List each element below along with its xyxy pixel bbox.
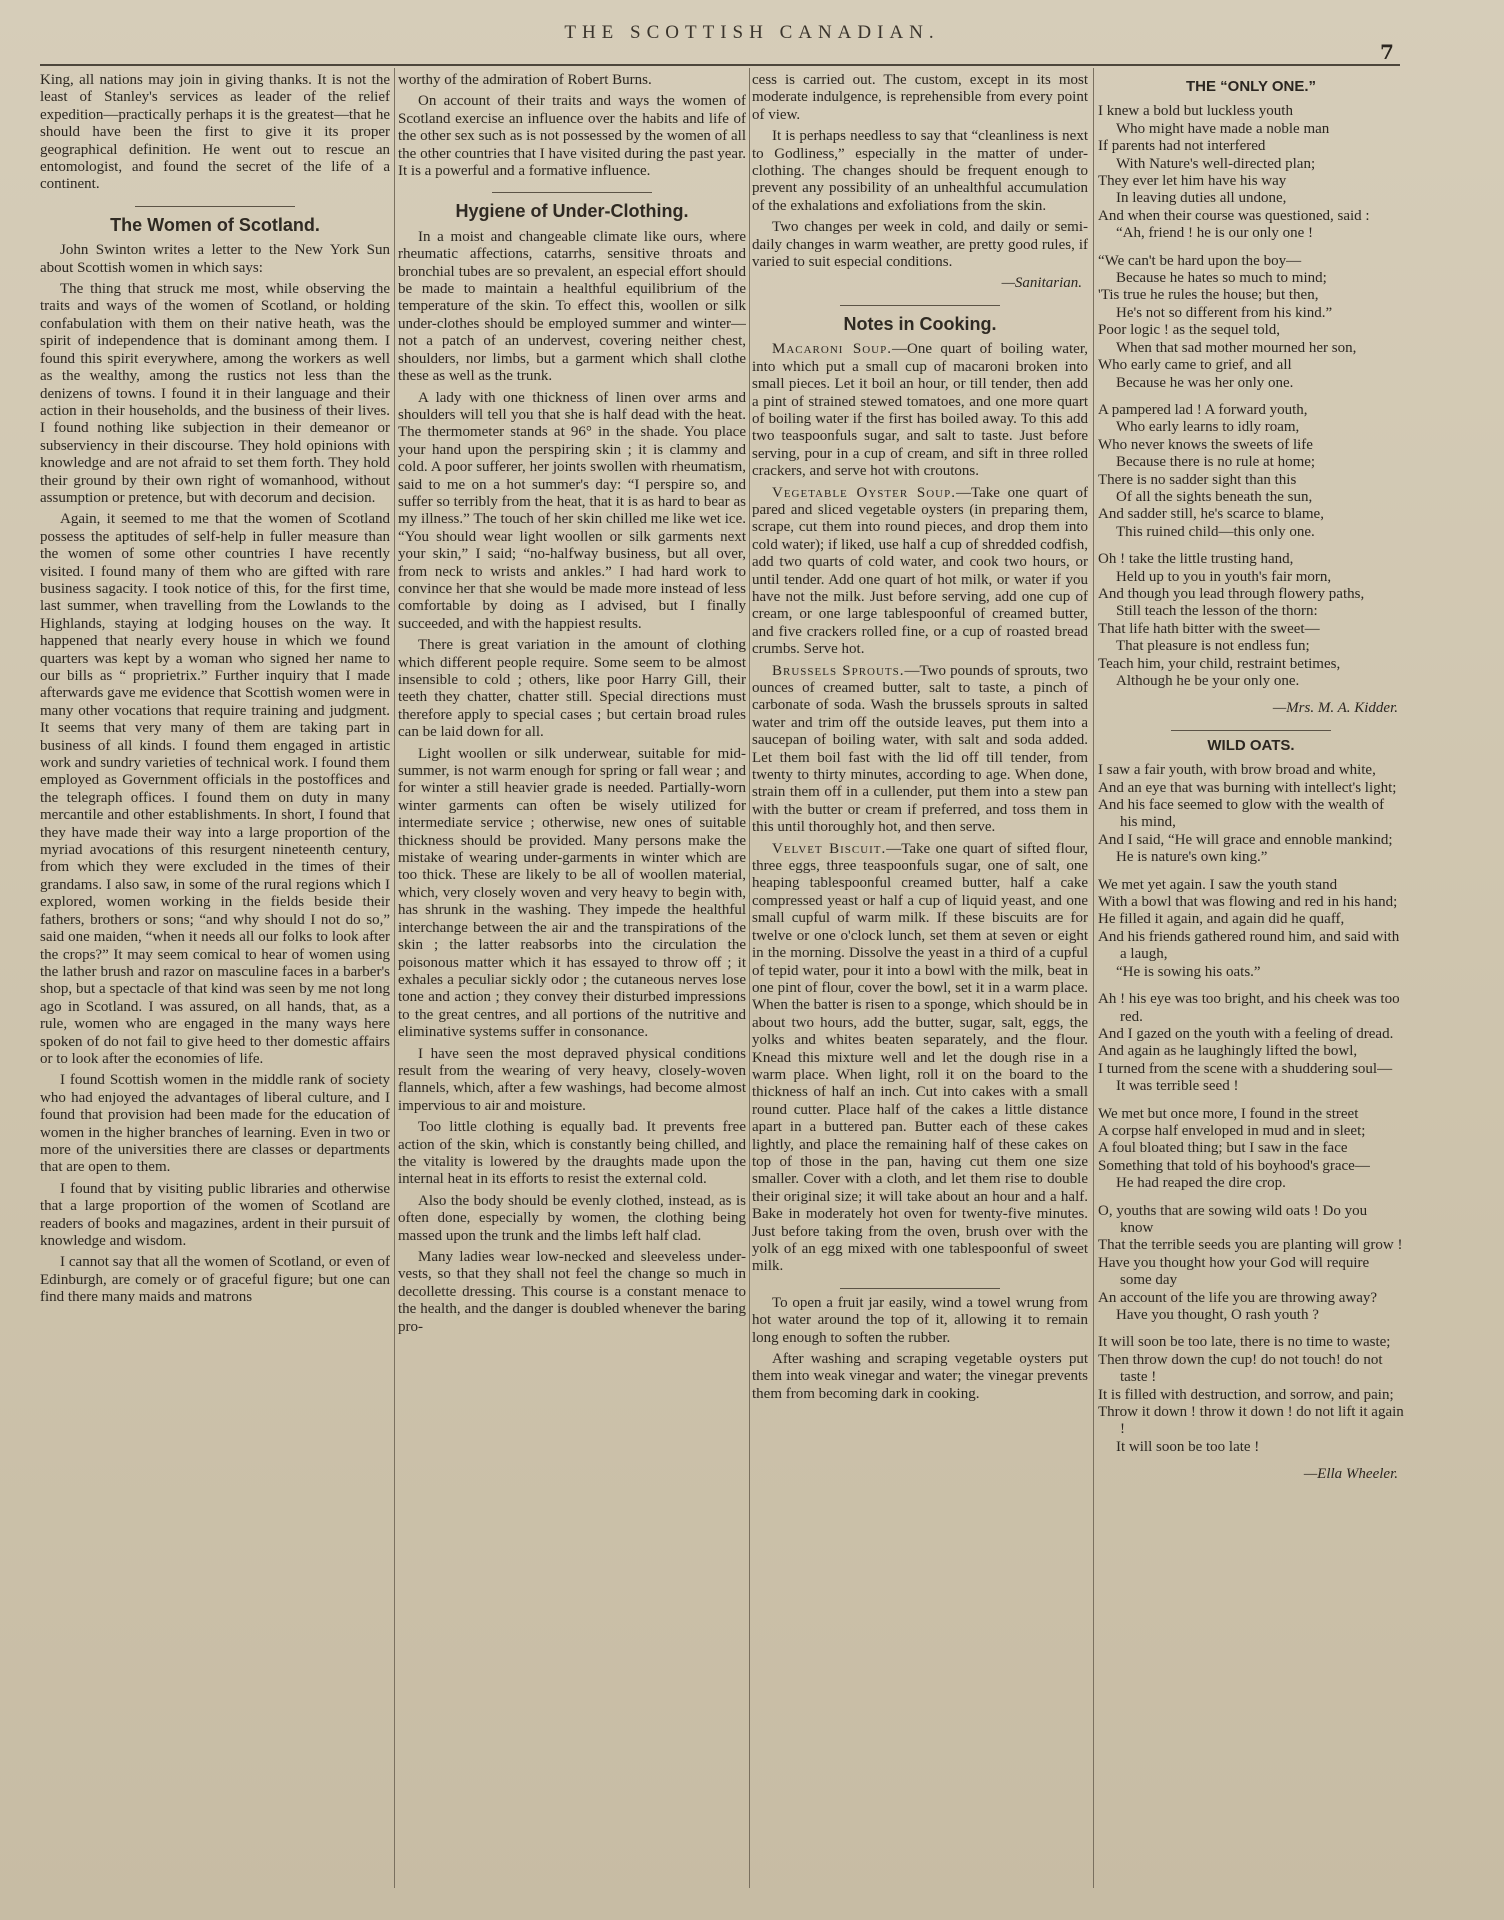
article-continuation: worthy of the admiration of Robert Burns. — [398, 72, 652, 88]
recipe-text: —Two pounds of sprouts, two ounces of creamed butter, salt to taste, a pinch of carbonate of soda. Wash the brussels sprouts in salted water and trim off the outside leaves, put them into a saucepan of boiling water, with salt and soda added. Let them boil fast with the lid off till tender, from twenty to thirty minutes, according to age. When done, strain them off in a cullender, put them into a stew pan with the butter or cream if preferred, and toss them in this until thoroughly hot, and then serve. — [752, 662, 1088, 836]
recipe-title: Velvet Biscuit. — [772, 840, 887, 857]
poem-line: We met yet again. I saw the youth stand — [1098, 876, 1338, 893]
poem-line: O, youths that are sowing wild oats ! Do you know — [1098, 1202, 1368, 1236]
poem-line: With a bowl that was flowing and red in his hand; — [1098, 894, 1398, 911]
article-paragraph: In a moist and changeable climate like ours, where rheumatic affections, catarrhs, sensitive throats and bronchial tubes are so prevalent, an especial effort should be made to maintain a healthful equilibrium of the temperature of the skin. To effect this, woollen or silk under-clothes should be employed summer and winter—not a patch of an undervest, covering neither chest, shoulders, nor limbs, but a garment which shall clothe these as well as the trunk. — [398, 228, 746, 385]
article-paragraph: There is great variation in the amount of clothing which different people require. Some seem to be almost insensible to cold ; others, like poor Harry Gill, their teeth they chatter, chatter still. Special directions must therefore apply to special cases ; but certain broad rules can be laid down for all. — [398, 637, 746, 741]
poem-line: And I said, “He will grace and ennoble mankind; — [1098, 831, 1393, 848]
recipe — [752, 841, 1088, 1276]
recipe-text: —Take one quart of pared and sliced vegetable oysters (in preparing them, scrape, cut them into round pieces, and drop them into cold water); if liked, use half a cup of shredded codfish, add two quarts of cold water, and cook two hours, or until tender. Add one quart of hot milk, or water if you have not the milk. Just before serving, add one cup of cream, or one large tablespoonful of creamed butter, and five crackers rolled fine, or a cup of roasted bread crumbs. Serve hot. — [752, 484, 1088, 658]
poem-line: I knew a bold but luckless youth — [1098, 103, 1293, 120]
poem-line: A pampered lad ! A forward youth, — [1098, 401, 1308, 418]
poem-line: He is nature's own king.” — [1116, 849, 1268, 866]
poem-stanza — [1098, 877, 1404, 981]
poem-line: Who might have made a noble man — [1116, 120, 1330, 137]
poem-stanza — [1098, 402, 1404, 541]
poem-line: Something that told of his boyhood's grace— — [1098, 1157, 1370, 1174]
poem-line: That life hath bitter with the sweet— — [1098, 620, 1320, 637]
article-paragraph: It is perhaps needless to say that “cleanliness is next to Godliness,” especially in the matter of under-clothing. The changes should be frequent enough to prevent any possibility of an unhealthful accumulation of the exhalations and exfoliations from the skin. — [752, 128, 1088, 214]
article-heading-women-of-scotland: The Women of Scotland. — [110, 214, 320, 235]
poem-line: When that sad mother mourned her son, — [1116, 339, 1357, 356]
poem-line: He filled it again, and again did he quaff, — [1098, 911, 1345, 928]
recipe — [752, 485, 1088, 659]
poem-line: Still teach the lesson of the thorn: — [1116, 603, 1318, 620]
poem-stanza — [1098, 1203, 1404, 1325]
poem-line: Throw it down ! throw it down ! do not lift it again ! — [1098, 1404, 1404, 1438]
poem-line: And I gazed on the youth with a feeling of dread. — [1098, 1025, 1394, 1042]
poem-line: Then throw down the cup! do not touch! do not taste ! — [1098, 1351, 1383, 1386]
article-paragraph: Also the body should be evenly clothed, instead, as is often done, especially by women, the clothing being massed upon the trunk and the limbs left half clad. — [398, 1192, 746, 1244]
section-rule — [840, 305, 1000, 306]
section-rule — [1171, 730, 1331, 731]
poem-line: And his face seemed to glow with the wealth of his mind, — [1098, 797, 1385, 831]
poem-line: It was terrible seed ! — [1116, 1078, 1239, 1095]
poem-line: 'Tis true he rules the house; but then, — [1098, 287, 1319, 304]
poem-line: “He is sowing his oats.” — [1116, 963, 1261, 980]
recipe-text: —Take one quart of sifted flour, three eggs, three teaspoonfuls sugar, one of salt, one heaping tablespoonful creamed butter, half a cake compressed yeast or half a cup of liquid yeast, and one small cupful of warm milk. If these biscuits are for twelve or one o'clock lunch, set them at seven or eight in the morning. Dissolve the yeast in a third of a cupful of tepid water, pour it into a bowl with the milk, beat in one pint of flour, cover the bowl, set it in a warm place. When the batter is risen to a sponge, which should be in about two hours, add the butter, sugar, salt, eggs, the yolks and whites beaten separately, and the flour. Knead this mixture well and let the dough rise in a warm place. When light, roll it on the board to the thickness of half an inch. Cut into cakes with a small round cutter. Place half of the cakes a little distance apart in a buttered pan. Butter each of these cakes lightly, and place the remaining half of these cakes on top of those in the pan, having cut them one size smaller. Cover with a cloth, and let them rise to double their original size; it will take about an hour and a half. Bake in moderately hot oven for twenty-five minutes. Just before taking from the oven, brush over with the yolk of an egg mixed with one tablespoonful of sweet milk. — [752, 840, 1088, 1275]
poem-title-only-one: THE “ONLY ONE.” — [1185, 78, 1317, 95]
poem-line: Have you thought, O rash youth ? — [1116, 1307, 1319, 1323]
poem-line: There is no sadder sight than this — [1098, 471, 1297, 488]
poem-line: Because there is no rule at home; — [1116, 454, 1316, 471]
cooking-tip: After washing and scraping vegetable oysters put them into weak vinegar and water; the vinegar prevents them from becoming dark in cooking. — [752, 1351, 1088, 1402]
article-paragraph: Two changes per week in cold, and daily or semi-daily changes in warm weather, are pretty good rules, if varied to suit especial conditions. — [752, 219, 1088, 271]
recipe-title: Brussels Sprouts. — [772, 662, 905, 679]
poem-line: Poor logic ! as the sequel told, — [1098, 322, 1281, 339]
poem-line: Who never knows the sweets of life — [1098, 436, 1313, 453]
poem-line: Have you thought how your God will require some day — [1098, 1254, 1370, 1289]
poem-line: Of all the sights beneath the sun, — [1116, 488, 1313, 505]
poem-stanza — [1098, 1106, 1404, 1193]
article-paragraph: Light woollen or silk underwear, suitable for mid-summer, is not warm enough for spring or fall wear ; and for winter a still heavier grade is needed. Partially-worn winter garments can often be wisely utilized for intermediate service ; otherwise, new ones of suitable thickness should be provided. Many persons make the mistake of wearing under-garments in winter which are too thick. These are likely to be all of woollen material, which, very closely woven and very heavy to begin with, has shrunk in the washing. They impede the healthful interchange between the air and the transpirations of the skin ; the latter reabsorbs into the circulation the poisonous matter which it has essayed to throw off ; it exhales a peculiar sickly odor ; the cutaneous nerves lose tone and action ; they convey their disturbed impressions to the great centres, and all portions of the nutritive and eliminative systems suffer in consonance. — [398, 745, 746, 1041]
poem-line: It will soon be too late, there is no time to waste; — [1098, 1334, 1391, 1351]
column-3 — [752, 72, 1088, 1882]
article-paragraph: John Swinton writes a letter to the New York Sun about Scottish women in which says: — [40, 242, 390, 276]
poem-author-kidder: —Mrs. M. A. Kidder. — [1272, 700, 1398, 717]
poem-author-wheeler: —Ella Wheeler. — [1303, 1466, 1398, 1483]
poem-line: Because he was her only one. — [1116, 374, 1294, 391]
poem-line: Because he hates so much to mind; — [1116, 270, 1327, 287]
poem-line: Although he be your only one. — [1116, 673, 1300, 689]
poem-line: It is filled with destruction, and sorrow, and pain; — [1098, 1386, 1394, 1403]
poem-line: If parents had not interfered — [1098, 138, 1266, 155]
poem-line: “Ah, friend ! he is our only one ! — [1116, 225, 1314, 242]
poem-stanza — [1098, 1334, 1404, 1456]
column-divider — [749, 68, 750, 1888]
article-paragraph: I found that by visiting public libraries and otherwise that a large proportion of the women of Scotland are readers of books and magazines, ardent in their pursuit of knowledge and wisdom. — [40, 1180, 390, 1249]
poem-line: And though you lead through flowery paths, — [1098, 585, 1365, 602]
poem-stanza — [1098, 762, 1404, 866]
article-paragraph: Too little clothing is equally bad. It prevents free action of the skin, which is constantly being chilled, and the vitality is lowered by the draughts made upon the internal heat in its efforts to resist the external cold. — [398, 1119, 746, 1188]
cooking-tip: To open a fruit jar easily, wind a towel wrung from hot water around the top of it, allowing it to remain long enough to soften the rubber. — [752, 1294, 1088, 1346]
poem-title-wild-oats: WILD OATS. — [1207, 736, 1295, 754]
poem-line: Who early learns to idly roam, — [1116, 419, 1300, 436]
masthead: THE SCOTTISH CANADIAN. — [564, 22, 940, 43]
poem-line: An account of the life you are throwing away? — [1098, 1289, 1378, 1306]
article-paragraph: I found Scottish women in the middle rank of society who had enjoyed the advantages of liberal culture, and I found that provision had been made for the education of women in the higher branches of learning. Even in two or more of the universities there are classes or departments that are open to them. — [40, 1072, 390, 1176]
article-heading-hygiene: Hygiene of Under-Clothing. — [455, 201, 689, 222]
poem-line: And sadder still, he's scarce to blame, — [1098, 506, 1324, 523]
article-continuation: King, all nations may join in giving thanks. It is not the least of Stanley's services as leader of the relief expedition—practically perhaps it is the greatest—that he should have been the first to give it its proper geographical definition. He went out to rescue an entomologist, and found the secret of the life of a continent. — [40, 72, 390, 193]
poem-stanza — [1098, 103, 1404, 242]
signature-sanitarian: —Sanitarian. — [1001, 275, 1082, 292]
article-paragraph: A lady with one thickness of linen over arms and shoulders will tell you that she is half dead with the heat. The thermometer stands at 96° in the shade. You place your hand upon the perspiring skin ; it is clammy and cold. A poor sufferer, her joints swollen with rheumatism, said to me on a hot summer's day: “I perspire so, and suffer so terribly from the heat, that it is as hard to bear as my illness.” The touch of her skin chilled me like wet ice. “You should wear light woollen or silk garments next your skin,” I said; “no-halfway business, but all over, from neck to wrists and ankles.” I had hard work to convince her that she would be made more instead of less comfortable by doing as I advised, but I finally succeeded, and with the happiest results. — [398, 389, 746, 632]
poem-line: “We can't be hard upon the boy— — [1098, 252, 1302, 269]
section-rule — [492, 192, 652, 193]
poem-line: And an eye that was burning with intellect's light; — [1098, 779, 1397, 796]
poem-line: That the terrible seeds you are planting will grow ! — [1098, 1237, 1403, 1254]
article-continuation: cess is carried out. The custom, except in its most moderate indulgence, is reprehensible from every point of view. — [752, 72, 1088, 123]
column-4 — [1098, 72, 1404, 1882]
poem-line: And his friends gathered round him, and said with a laugh, — [1098, 928, 1400, 963]
poem-line: With Nature's well-directed plan; — [1116, 155, 1316, 172]
poem-line: That pleasure is not endless fun; — [1116, 638, 1310, 655]
poem-line: And again as he laughingly lifted the bowl, — [1098, 1043, 1358, 1060]
recipe-text: —One quart of boiling water, into which put a small cup of macaroni broken into small pieces. Let it boil an hour, or till tender, then add a pint of strained stewed tomatoes, and one more quart of boiling water if the first has boiled away. To this add two teaspoonfuls sugar, and salt to taste. Just before serving, pour in a cup of cream, and sift in three rolled crackers, and serve hot with croutons. — [752, 341, 1088, 480]
recipe — [752, 341, 1088, 480]
poem-stanza — [1098, 253, 1404, 392]
poem-stanza — [1098, 991, 1404, 1095]
column-divider — [1093, 68, 1094, 1888]
poem-line: I saw a fair youth, with brow broad and white, — [1098, 762, 1376, 779]
recipe-title: Vegetable Oyster Soup. — [772, 484, 956, 501]
article-paragraph: I cannot say that all the women of Scotland, or even of Edinburgh, are comely or of graceful figure; but one can find there many maids and matrons — [40, 1254, 390, 1306]
column-divider — [394, 68, 395, 1888]
poem-line: A foul bloated thing; but I saw in the face — [1098, 1140, 1348, 1157]
poem-line: Ah ! his eye was too bright, and his cheek was too red. — [1098, 991, 1400, 1025]
article-heading-cooking: Notes in Cooking. — [843, 313, 997, 334]
section-rule — [135, 206, 295, 207]
poem-line: We met but once more, I found in the street — [1098, 1105, 1359, 1122]
article-paragraph: The thing that struck me most, while observing the traits and ways of the women of Scotland, or holding confabulation with them on their native heath, was the spirit of independence that is dominant among them. I found this spirit everywhere, among the workers as well as the wealthy, among the rustics not less than the denizens of towns. I found it in their language and their action in their households, and the business of their lives. I found nothing like subjection in their demeanor or subserviency in their discourse. They hold opinions with knowledge and are not afraid to set them forth. They hold their ground by their own right of womanhood, without assumption or pretence, but with decorum and decision. — [40, 281, 390, 506]
poem-line: He had reaped the dire crop. — [1116, 1175, 1286, 1192]
poem-line: Teach him, your child, restraint betimes, — [1098, 655, 1341, 672]
recipe-title: Macaroni Soup. — [772, 341, 892, 358]
section-rule — [840, 1288, 1000, 1289]
article-paragraph: Again, it seemed to me that the women of Scotland possess the aptitudes of self-help in fuller measure than the women of some other countries I have recently visited. I found many of them who are gifted with rare business sagacity. I took notice of this, for the first time, last summer, when travelling from the Lowlands to the Highlands, staying at lodging houses on the way. It happened that nearly every house in which we found quarters was kept by a woman who signed her name to our bills as “ proprietrix.” Further inquiry that I made afterwards gave me evidence that Scottish women were in many other vocations that require training and judgment. It seems that very many of them are taking part in business of all kinds. I found them engaged in artistic work and sundry varieties of technical work. I found them employed as Government officials in the postoffices and the telegraph offices. I found them on duty in many mercantile and other establishments. In short, I found that they have made their way into a large proportion of the myriad avocations of this resurgent nineteenth century, from which they were excluded in the times of their grandams. I also saw, in some of the rural regions which I explored, women working in the fields beside their fathers, brothers or sons; “and why should I not do so,” said one maiden, “when it needs all our folks to look after the crops?” It may seem comical to hear of women using the lather brush and razor on masculine faces in a barber's shop, but a spectacle of that kind was seen by me not long ago in Scotland. I was assured, on all hands, that, as a rule, women who are engaged in the many ways here spoken of do not fail to give heed to ther domestic affairs or to look after the economies of life. — [40, 511, 390, 1067]
recipe — [752, 663, 1088, 837]
poem-line: Held up to you in youth's fair morn, — [1116, 568, 1332, 585]
article-paragraph: Many ladies wear low-necked and sleeveless under-vests, so that they shall not feel the change so much in decollette dressing. This course is a constant menace to the health, and the danger is doubled whenever the baring pro- — [398, 1249, 746, 1335]
poem-line: This ruined child—this only one. — [1116, 523, 1315, 540]
article-paragraph: I have seen the most depraved physical conditions result from the wearing of very heavy, closely-woven flannels, which, after a few washings, had become almost impervious to air and moisture. — [398, 1045, 746, 1114]
poem-line: They ever let him have his way — [1098, 173, 1287, 190]
column-2 — [398, 72, 746, 1882]
poem-stanza — [1098, 551, 1404, 690]
poem-line: And when their course was questioned, said : — [1098, 207, 1370, 224]
header-rule — [40, 64, 1400, 66]
article-paragraph: On account of their traits and ways the women of Scotland exercise an influence over the habits and life of the other sex such as is not possessed by the women of all the other countries that I have visited during the past year. It is a powerful and a formative influence. — [398, 93, 746, 180]
page-number: 7 — [1380, 40, 1394, 64]
poem-line: Oh ! take the little trusting hand, — [1098, 551, 1294, 568]
poem-line: He's not so different from his kind.” — [1116, 304, 1333, 321]
poem-line: It will soon be too late ! — [1116, 1438, 1260, 1455]
poem-line: Who early came to grief, and all — [1098, 357, 1292, 374]
poem-line: A corpse half enveloped in mud and in sleet; — [1098, 1122, 1366, 1139]
column-1 — [40, 72, 390, 1882]
poem-line: I turned from the scene with a shuddering soul— — [1098, 1060, 1393, 1077]
poem-line: In leaving duties all undone, — [1116, 190, 1287, 207]
